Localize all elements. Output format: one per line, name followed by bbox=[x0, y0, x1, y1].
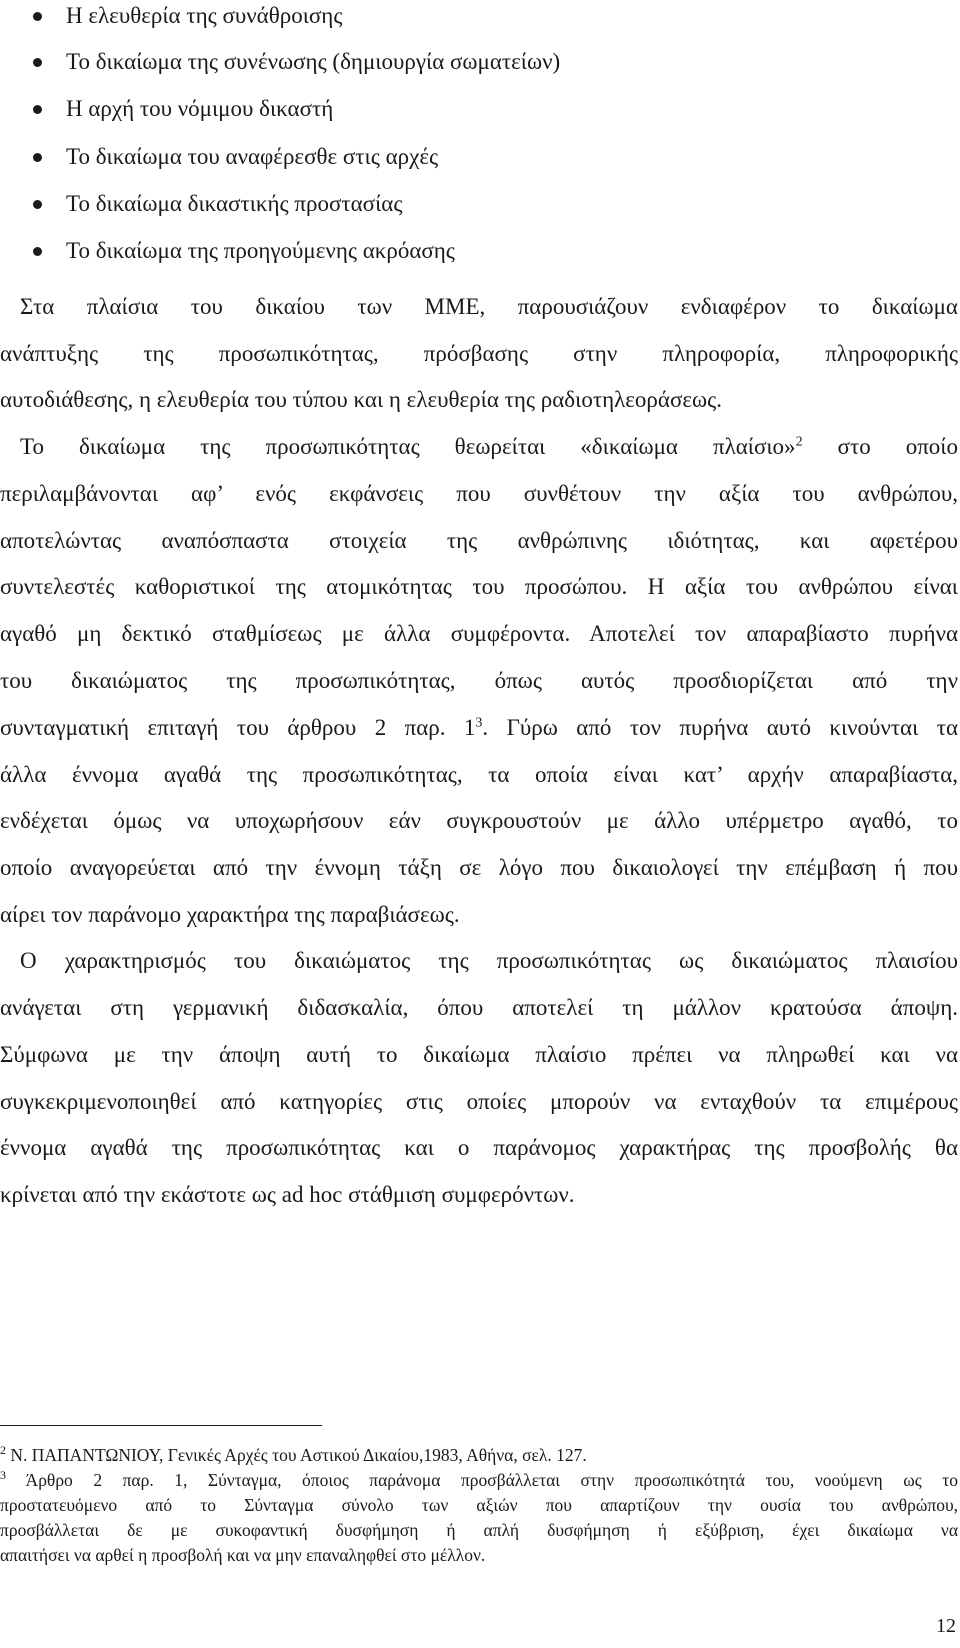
bullet-dot-icon bbox=[33, 200, 42, 209]
list-item: Η αρχή του νόμιμου δικαστή bbox=[0, 94, 960, 140]
footnote-2: $^2$ Ν. ΠΑΠΑΝΤΩΝΙΟΥ, Γενικές Αρχές του Αστικού Δικαίου,1983, Αθήνα, σελ. 127. bbox=[0, 1443, 587, 1465]
text-line: συντελεστές καθοριστικοί της ατομικότητας του προσώπου. Η αξία του ανθρώπου είναι bbox=[0, 574, 958, 599]
text-line: ενδέχεται όμως να υποχωρήσουν εάν συγκρουστούν με άλλο υπέρμετρο αγαθό, το bbox=[0, 808, 958, 833]
bullet-dot-icon bbox=[33, 247, 42, 256]
text-line: συγκεκριμενοποιηθεί από κατηγορίες στις οποίες μπορούν να ενταχθούν τα επιμέρους bbox=[0, 1089, 958, 1114]
text-line: Το δικαίωμα της προσωπικότητας θεωρείται «δικαίωμα πλαίσιο»$^2$ στο οποίο bbox=[20, 434, 958, 459]
list-item: Το δικαίωμα της προηγούμενης ακρόασης bbox=[0, 236, 960, 282]
page-number: 12 bbox=[936, 1615, 956, 1637]
text-line: αυτοδιάθεσης, η ελευθερία του τύπου και η ελευθερία της ραδιοτηλεοράσεως. bbox=[0, 387, 722, 412]
text-line: ανάπτυξης της προσωπικότητας, πρόσβασης στην πληροφορία, πληροφορικής bbox=[0, 341, 958, 366]
bullet-dot-icon bbox=[33, 105, 42, 114]
text-line: του δικαιώματος της προσωπικότητας, όπως αυτός προσδιορίζεται από την bbox=[0, 668, 958, 693]
text-line: αίρει τον παράνομο χαρακτήρα της παραβιάσεως. bbox=[0, 902, 460, 927]
text-line: συνταγματική επιταγή του άρθρου 2 παρ. $1^3$. Γύρω από τον πυρήνα αυτό κινούνται τα bbox=[0, 715, 958, 740]
text-line: Στα πλαίσια του δικαίου των ΜΜΕ, παρουσιάζουν ενδιαφέρον το δικαίωμα bbox=[20, 294, 958, 319]
list-item: Το δικαίωμα δικαστικής προστασίας bbox=[0, 189, 960, 235]
bullet-dot-icon bbox=[33, 153, 42, 162]
text-line: αγαθό μη δεκτικό σταθμίσεως με άλλα συμφέροντα. Αποτελεί τον απαραβίαστο πυρήνα bbox=[0, 621, 958, 646]
text-line: έννομα αγαθά της προσωπικότητας και ο παράνομος χαρακτήρας της προσβολής θα bbox=[0, 1135, 958, 1160]
footnote-3-line: προστατευόμενο από το Σύνταγμα σύνολο των αξιών που απαρτίζουν την ουσία του ανθρώπου, bbox=[0, 1495, 958, 1515]
text-line: άλλα έννομα αγαθά της προσωπικότητας, τα οποία είναι κατ’ αρχήν απαραβίαστα, bbox=[0, 762, 958, 787]
text-line: ανάγεται στη γερμανική διδασκαλία, όπου αποτελεί τη μάλλον κρατούσα άποψη. bbox=[0, 995, 958, 1020]
text-line: οποίο αναγορεύεται από την έννομη τάξη σε λόγο που δικαιολογεί την επέμβαση ή που bbox=[0, 855, 958, 880]
footnote-3-line: απαιτήσει να αρθεί η προσβολή και να μην επαναληφθεί στο μέλλον. bbox=[0, 1545, 486, 1565]
bullet-dot-icon bbox=[33, 58, 42, 67]
text-line: κρίνεται από την εκάστοτε ως ad hoc στάθμιση συμφερόντων. bbox=[0, 1182, 575, 1207]
footnote-3-line: προσβάλλεται δε με συκοφαντική δυσφήμηση ή απλή δυσφήμηση ή εξύβριση, έχει δικαίωμα να bbox=[0, 1520, 958, 1540]
text-line: Ο χαρακτηρισμός του δικαιώματος της προσωπικότητας ως δικαιώματος πλαισίου bbox=[20, 948, 958, 973]
footnote-ref[interactable]: 3 bbox=[475, 715, 483, 731]
text-line: αποτελώντας αναπόσπαστα στοιχεία της ανθρώπινης ιδιότητας, και αφετέρου bbox=[0, 528, 958, 553]
footnote-separator bbox=[0, 1425, 322, 1426]
list-item: Το δικαίωμα του αναφέρεσθε στις αρχές bbox=[0, 142, 960, 188]
bullet-dot-icon bbox=[33, 12, 42, 21]
text-line: περιλαμβάνονται αφ’ ενός εκφάνσεις που συνθέτουν την αξία του ανθρώπου, bbox=[0, 481, 958, 506]
list-item: Η ελευθερία της συνάθροισης bbox=[0, 1, 960, 47]
text-line: Σύμφωνα με την άποψη αυτή το δικαίωμα πλαίσιο πρέπει να πληρωθεί και να bbox=[0, 1042, 958, 1067]
footnote-3: $^3$ Άρθρο 2 παρ. 1, Σύνταγμα, όποιος παράνομα προσβάλλεται στην προσωπικότητά του, νοούμενη ως το bbox=[0, 1468, 958, 1490]
footnote-ref[interactable]: 2 bbox=[795, 434, 803, 450]
list-item: Το δικαίωμα της συνένωσης (δημιουργία σωματείων) bbox=[0, 47, 960, 93]
